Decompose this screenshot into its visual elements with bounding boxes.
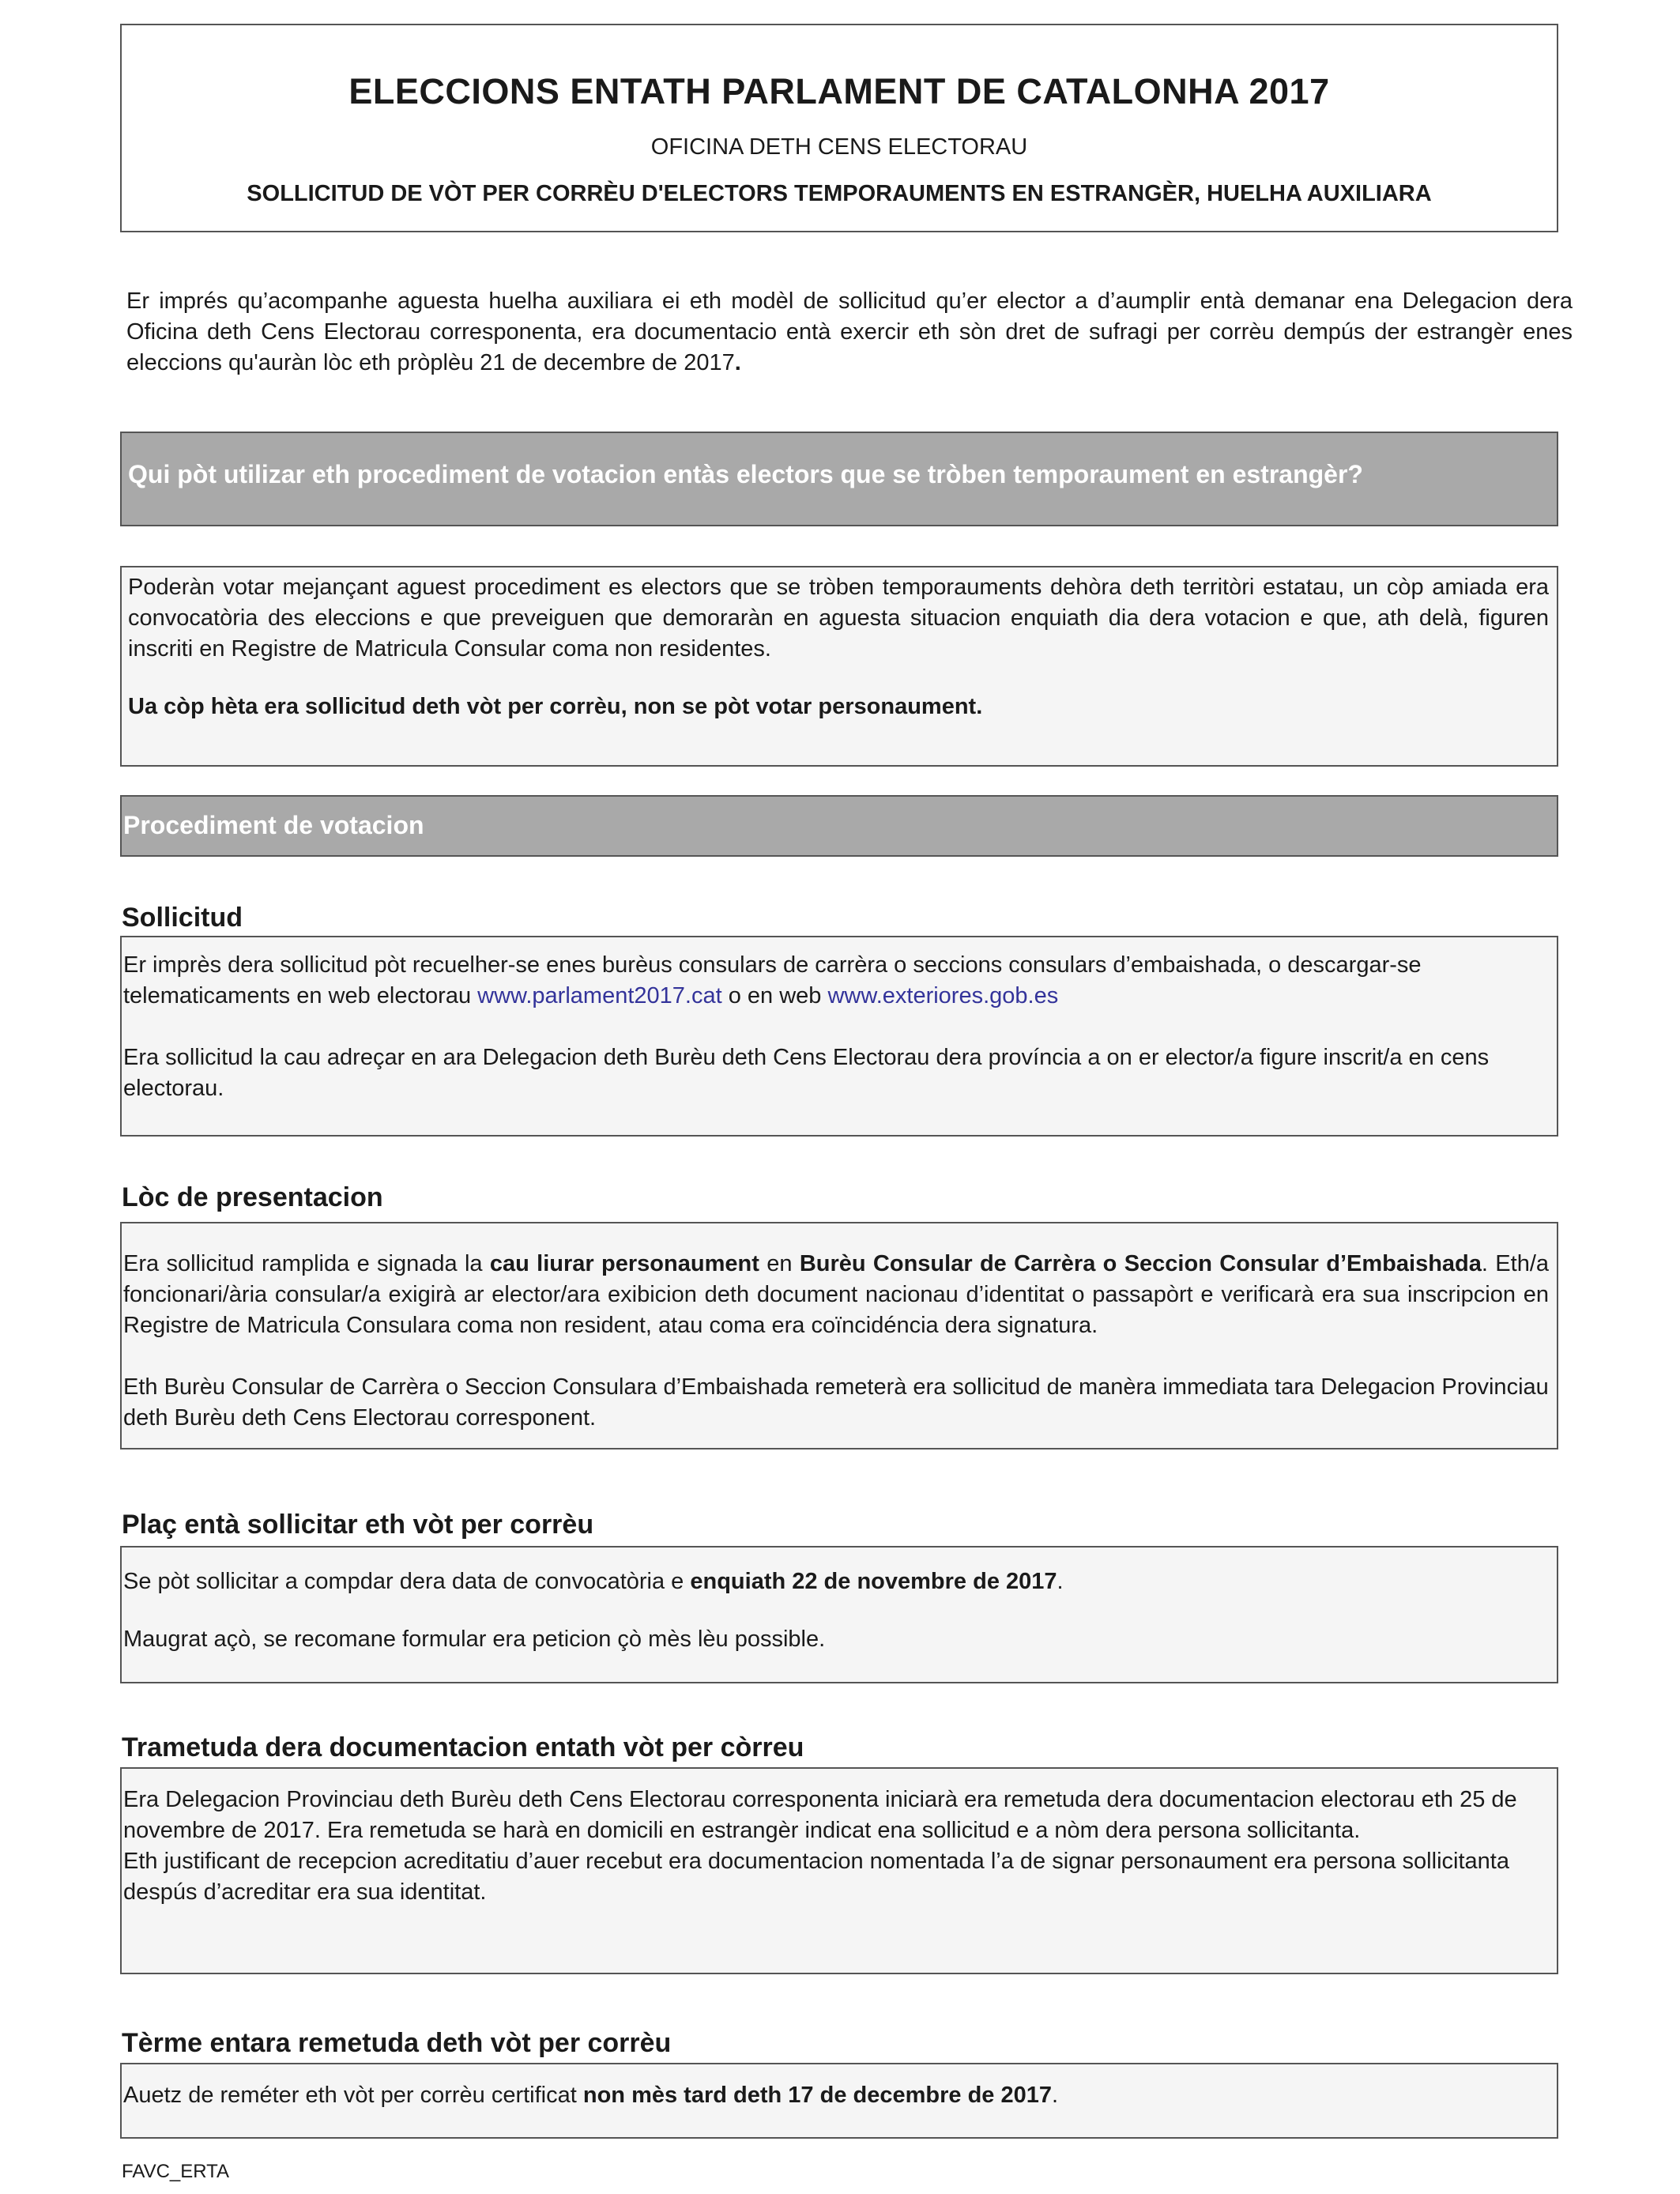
document-title: ELECCIONS ENTATH PARLAMENT DE CATALONHA 2017	[348, 71, 1330, 111]
heading-shipping: Trametuda dera documentacion entath vòt per còrreu	[122, 1732, 804, 1762]
term-text: Auetz de reméter eth vòt per corrèu certificat non mès tard deth 17 de decembre de 2017.	[123, 2083, 1059, 2108]
sollicitud-text-2: Era sollicitud la cau adreçar en ara Delegacion deth Burèu deth Cens Electorau dera província a on er elector/a figure inscrit/a en cens electorau.	[123, 1045, 1490, 1101]
presentation-text-1: Era sollicitud ramplida e signada la cau liurar personaument en Burèu Consular de Carrèra o Seccion Consular d’Embaishada. Eth/a foncionari/ària consular/a exigirà ar elector/ara exibicion deth document nacionau d’identitat o passapòrt e verificarà era sua inscripcion en Registre de Matricula Consulara coma non resident, atau coma era coïncidéncia dera signatura.	[123, 1251, 1550, 1338]
document-subtitle: OFICINA DETH CENS ELECTORAU	[650, 134, 1028, 160]
who-panel	[120, 566, 1558, 767]
intro-paragraph: Er imprés qu’acompanhe aguesta huelha auxiliara ei eth modèl de sollicitud qu’er elector a d’aumplir entà demanar ena Delegacion dera Oficina deth Cens Electorau corresponenta, era documentacio entà exercir eth sòn dret de sufragi per corrèu dempús der estrangèr enes eleccions qu'auràn lòc eth pròplèu 21 de decembre de 2017.	[126, 288, 1573, 375]
link-exteriores[interactable]: www.exteriores.gob.es	[827, 983, 1059, 1008]
shipping-text-2: Eth justificant de recepcion acreditatiu d’auer recebut era documentacion nomentada l’a de signar personaument era persona sollicitanta despús d’acreditar era sua identitat.	[123, 1849, 1509, 1905]
shipping-panel	[120, 1767, 1558, 1974]
term-panel	[120, 2063, 1558, 2139]
deadline-text-1: Se pòt sollicitar a compdar dera data de convocatòria e enquiath 22 de novembre de 2017.	[123, 1569, 1064, 1594]
section-bar-who: Qui pòt utilizar eth procediment de votacion entàs electors que se tròben temporaument en estrangèr?	[120, 432, 1558, 526]
presentation-text-2: Eth Burèu Consular de Carrèra o Seccion Consulara d’Embaishada remeterà era sollicitud de manèra immediata tara Delegacion Provinciau deth Burèu deth Cens Electorau corresponent.	[123, 1374, 1549, 1431]
heading-presentation: Lòc de presentacion	[122, 1182, 383, 1212]
heading-term: Tèrme entara remetuda deth vòt per corrèu	[122, 2028, 672, 2058]
deadline-panel	[120, 1546, 1558, 1683]
heading-deadline: Plaç entà sollicitar eth vòt per corrèu	[122, 1510, 594, 1540]
section-bar-procedure: Procediment de votacion	[120, 795, 1558, 857]
deadline-text-2: Maugrat açò, se recomane formular era peticion çò mès lèu possible.	[123, 1627, 826, 1652]
sollicitud-panel	[120, 936, 1558, 1137]
document-form-title: SOLLICITUD DE VÒT PER CORRÈU D'ELECTORS TEMPORAUMENTS EN ESTRANGÈR, HUELHA AUXILIARA	[247, 181, 1432, 206]
presentation-panel	[120, 1222, 1558, 1449]
who-text: Poderàn votar mejançant aguest procediment es electors que se tròben temporauments dehòra deth territòri estatau, un còp amiada era convocatòria des eleccions e que preveiguen que demoraràn en aguesta situacion enquiath dia dera votacion e que, ath delà, figuren inscriti en Registre de Matricula Consular coma non residentes.	[128, 575, 1549, 662]
shipping-text-1: Era Delegacion Provinciau deth Burèu deth Cens Electorau corresponenta iniciarà era remetuda dera documentacion electorau eth 25 de novembre de 2017. Era remetuda se harà en domicili en estrangèr indicat ena sollicitud e a nòm dera persona sollicitanta.	[123, 1787, 1517, 1843]
heading-sollicitud: Sollicitud	[122, 903, 243, 933]
link-parlament[interactable]: www.parlament2017.cat	[477, 983, 722, 1008]
who-note: Ua còp hèta era sollicitud deth vòt per corrèu, non se pòt votar personaument.	[128, 694, 983, 719]
header-box	[120, 24, 1558, 232]
footer-code: FAVC_ERTA	[122, 2161, 230, 2182]
sollicitud-text-1: Er imprès dera sollicitud pòt recuelher-se enes burèus consulars de carrèra o seccions consulars d’embaishada, o descargar-se telematicaments en web electorau www.parlament2017.cat o en web www.exteriores.gob.es	[123, 952, 1422, 1008]
